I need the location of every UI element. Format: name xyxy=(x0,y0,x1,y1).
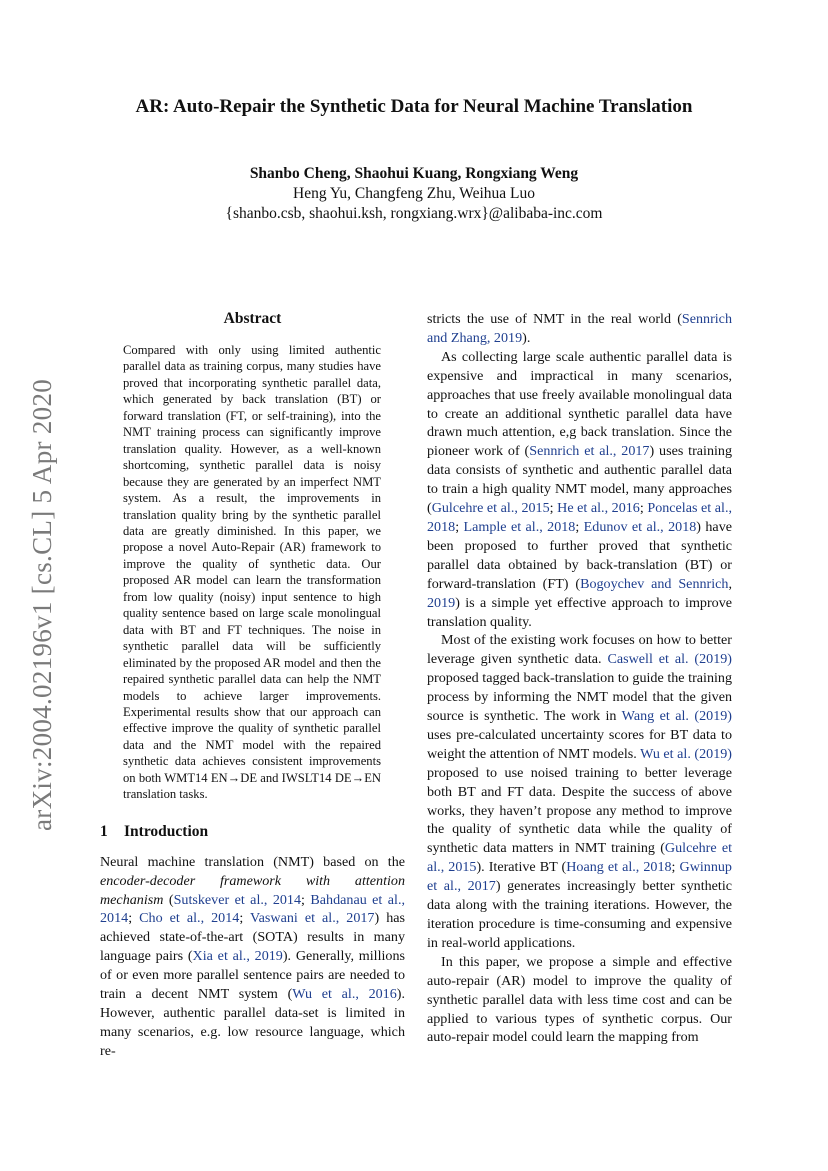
citation-link[interactable]: Sennrich et al., 2017 xyxy=(529,443,650,460)
citation-link[interactable]: Vaswani et al., 2017 xyxy=(250,910,375,927)
abstract-text: Compared with only using limited authentic parallel data as training corpus, many studies have proved that incorporating synthetic parallel data, which generated by back translation (BT) or forward translation (FT, or self-training), into the NMT training process can significantly improve translation quality. However, as a well-known shortcoming, synthetic parallel data is noisy because they are generated by an imperfect NMT system. As a result, the improvements in translation quality bring by the synthetic parallel data are greatly diminished. In this paper, we propose a novel Auto-Repair (AR) framework to improve the quality of synthetic data. Our proposed AR model can learn the transformation from low quality (noisy) input sentence to high quality sentence based on large scale monolingual data with BT and FT techniques. The noise in synthetic parallel data will be sufficiently eliminated by the proposed AR model and then the repaired synthetic parallel data can help the NMT models to achieve larger improvements. Experimental results show that our approach can effective improve the quality of synthetic parallel data and the NMT model with the repaired synthetic data achieves consistent improvements on both WMT14 EN→DE and IWSLT14 DE→EN translation tasks. xyxy=(123,343,381,802)
text-run: ( xyxy=(163,891,174,908)
citation-link[interactable]: Sutskever et al., 2014 xyxy=(173,891,302,908)
citation-link[interactable]: Wang et al. (2019) xyxy=(621,708,732,725)
citation-link[interactable]: Bahdanau et al., 2014 xyxy=(100,891,406,927)
section-number: 1 xyxy=(100,822,108,840)
text-run: ) uses training data consists of synthetic and authentic parallel data to train a high quality NMT model, many approaches ( xyxy=(427,443,732,517)
text-run: ) has achieved state-of-the-art (SOTA) results in many language pairs ( xyxy=(100,910,405,965)
text-run: As collecting large scale authentic parallel data is expensive and impractical in many scenarios, approaches that use freely available monolingual data to create an additional synthetic parallel data have drawn much attention, e,g back translation. Since the pioneer work of ( xyxy=(427,348,732,460)
right-column xyxy=(427,310,732,1047)
citation-link[interactable]: Edunov et al., 2018 xyxy=(583,518,697,535)
citation-link[interactable]: Wu et al., 2016 xyxy=(292,986,397,1003)
text-run: Neural machine translation (NMT) based on the xyxy=(100,853,405,870)
text-run: ). Generally, millions of or even more parallel sentence pairs are needed to train a decent NMT system ( xyxy=(100,948,406,1003)
arxiv-identifier: arXiv:2004.02196v1 [cs.CL] 5 Apr 2020 xyxy=(27,378,57,832)
text-run: proposed tagged back-translation to guide the training process by informing the NMT model that the given source is synthetic. The work in xyxy=(427,670,732,725)
citation-link[interactable]: 2019 xyxy=(427,594,456,611)
text-run: , xyxy=(728,575,732,592)
text-run: stricts the use of NMT in the real world ( xyxy=(427,311,682,327)
citation-link[interactable]: Xia et al., 2019 xyxy=(192,948,283,965)
author-line-2: Heng Yu, Changfeng Zhu, Weihua Luo xyxy=(293,185,535,202)
abstract-heading: Abstract xyxy=(223,310,282,327)
text-run: ; xyxy=(549,500,558,517)
text-run: In this paper, we propose a simple and effective auto-repair (AR) model to improve the quality of synthetic parallel data with less time cost and can be applied to various types of synthetic corpus. Our auto-repair model could learn the mapping from xyxy=(427,953,732,1046)
citation-link[interactable]: Gulcehre et al., 2015 xyxy=(431,500,550,517)
citation-link[interactable]: Gwinnup et al., 2017 xyxy=(427,859,732,895)
text-run: ). However, authentic parallel data-set is limited in many scenarios, e.g. low resource language, which re- xyxy=(100,986,405,1059)
citation-link[interactable]: Caswell et al. (2019) xyxy=(607,651,732,668)
author-line-1: Shanbo Cheng, Shaohui Kuang, Rongxiang Weng xyxy=(249,165,579,182)
section-title: Introduction xyxy=(124,822,209,840)
emphasis-text: encoder-decoder framework with attention mechanism xyxy=(100,872,405,908)
text-run: Most of the existing work focuses on how to better leverage given synthetic data. xyxy=(427,632,732,668)
citation-link[interactable]: Cho et al., 2014 xyxy=(139,910,240,927)
citation-link[interactable]: Bogoychev and Sennrich xyxy=(580,575,729,592)
text-run: ) is a simple yet effective approach to improve translation quality. xyxy=(427,594,732,630)
text-run: ). xyxy=(522,329,531,346)
left-column xyxy=(100,310,405,1061)
text-run: proposed to use noised training to better leverage both BT and FT data. Despite the success of above works, they haven’t propose any method to improve the quality of synthetic data while the quality of synthetic data matters in NMT training ( xyxy=(427,764,732,857)
intro-paragraph-3 xyxy=(427,631,732,952)
intro-paragraph-4 xyxy=(427,953,732,1048)
text-run: ; xyxy=(671,859,680,876)
citation-link[interactable]: Lample et al., 2018 xyxy=(463,518,576,535)
citation-link[interactable]: He et al., 2016 xyxy=(557,500,640,517)
author-emails: {shanbo.csb, shaohui.ksh, rongxiang.wrx}@alibaba-inc.com xyxy=(225,205,603,222)
text-run: ; xyxy=(639,500,648,517)
paper-title: AR: Auto-Repair the Synthetic Data for Neural Machine Translation xyxy=(135,96,693,117)
text-run: ) have been proposed to further proved that synthetic parallel data obtained by back-translation (BT) or forward-translation (FT) ( xyxy=(427,518,732,592)
text-run: ; xyxy=(301,891,311,908)
citation-link[interactable]: Gulcehre et al., 2015 xyxy=(427,840,732,876)
section-heading-introduction xyxy=(100,823,405,841)
text-run: ; xyxy=(128,910,140,927)
intro-paragraph-1-continued xyxy=(427,310,732,348)
intro-paragraph-1 xyxy=(100,853,405,1061)
text-run: ). Iterative BT ( xyxy=(476,859,567,876)
text-run: ) generates increasingly better synthetic data along with the training iterations. However, the iteration procedure is time-consuming and expensive in real-world applications. xyxy=(427,878,733,951)
text-run: uses pre-calculated uncertainty scores for BT data to weight the attention of NMT models. xyxy=(427,726,732,762)
text-run: ; xyxy=(455,518,464,535)
citation-link[interactable]: Poncelas et al., 2018 xyxy=(427,500,732,535)
text-run: ; xyxy=(239,910,251,927)
text-run: ; xyxy=(575,518,584,535)
citation-link[interactable]: Hoang et al., 2018 xyxy=(566,859,672,876)
citation-link[interactable]: Wu et al. (2019) xyxy=(640,745,732,762)
intro-paragraph-2 xyxy=(427,348,732,632)
citation-link[interactable]: Sennrich and Zhang, 2019 xyxy=(427,311,732,346)
author-block xyxy=(0,164,828,224)
